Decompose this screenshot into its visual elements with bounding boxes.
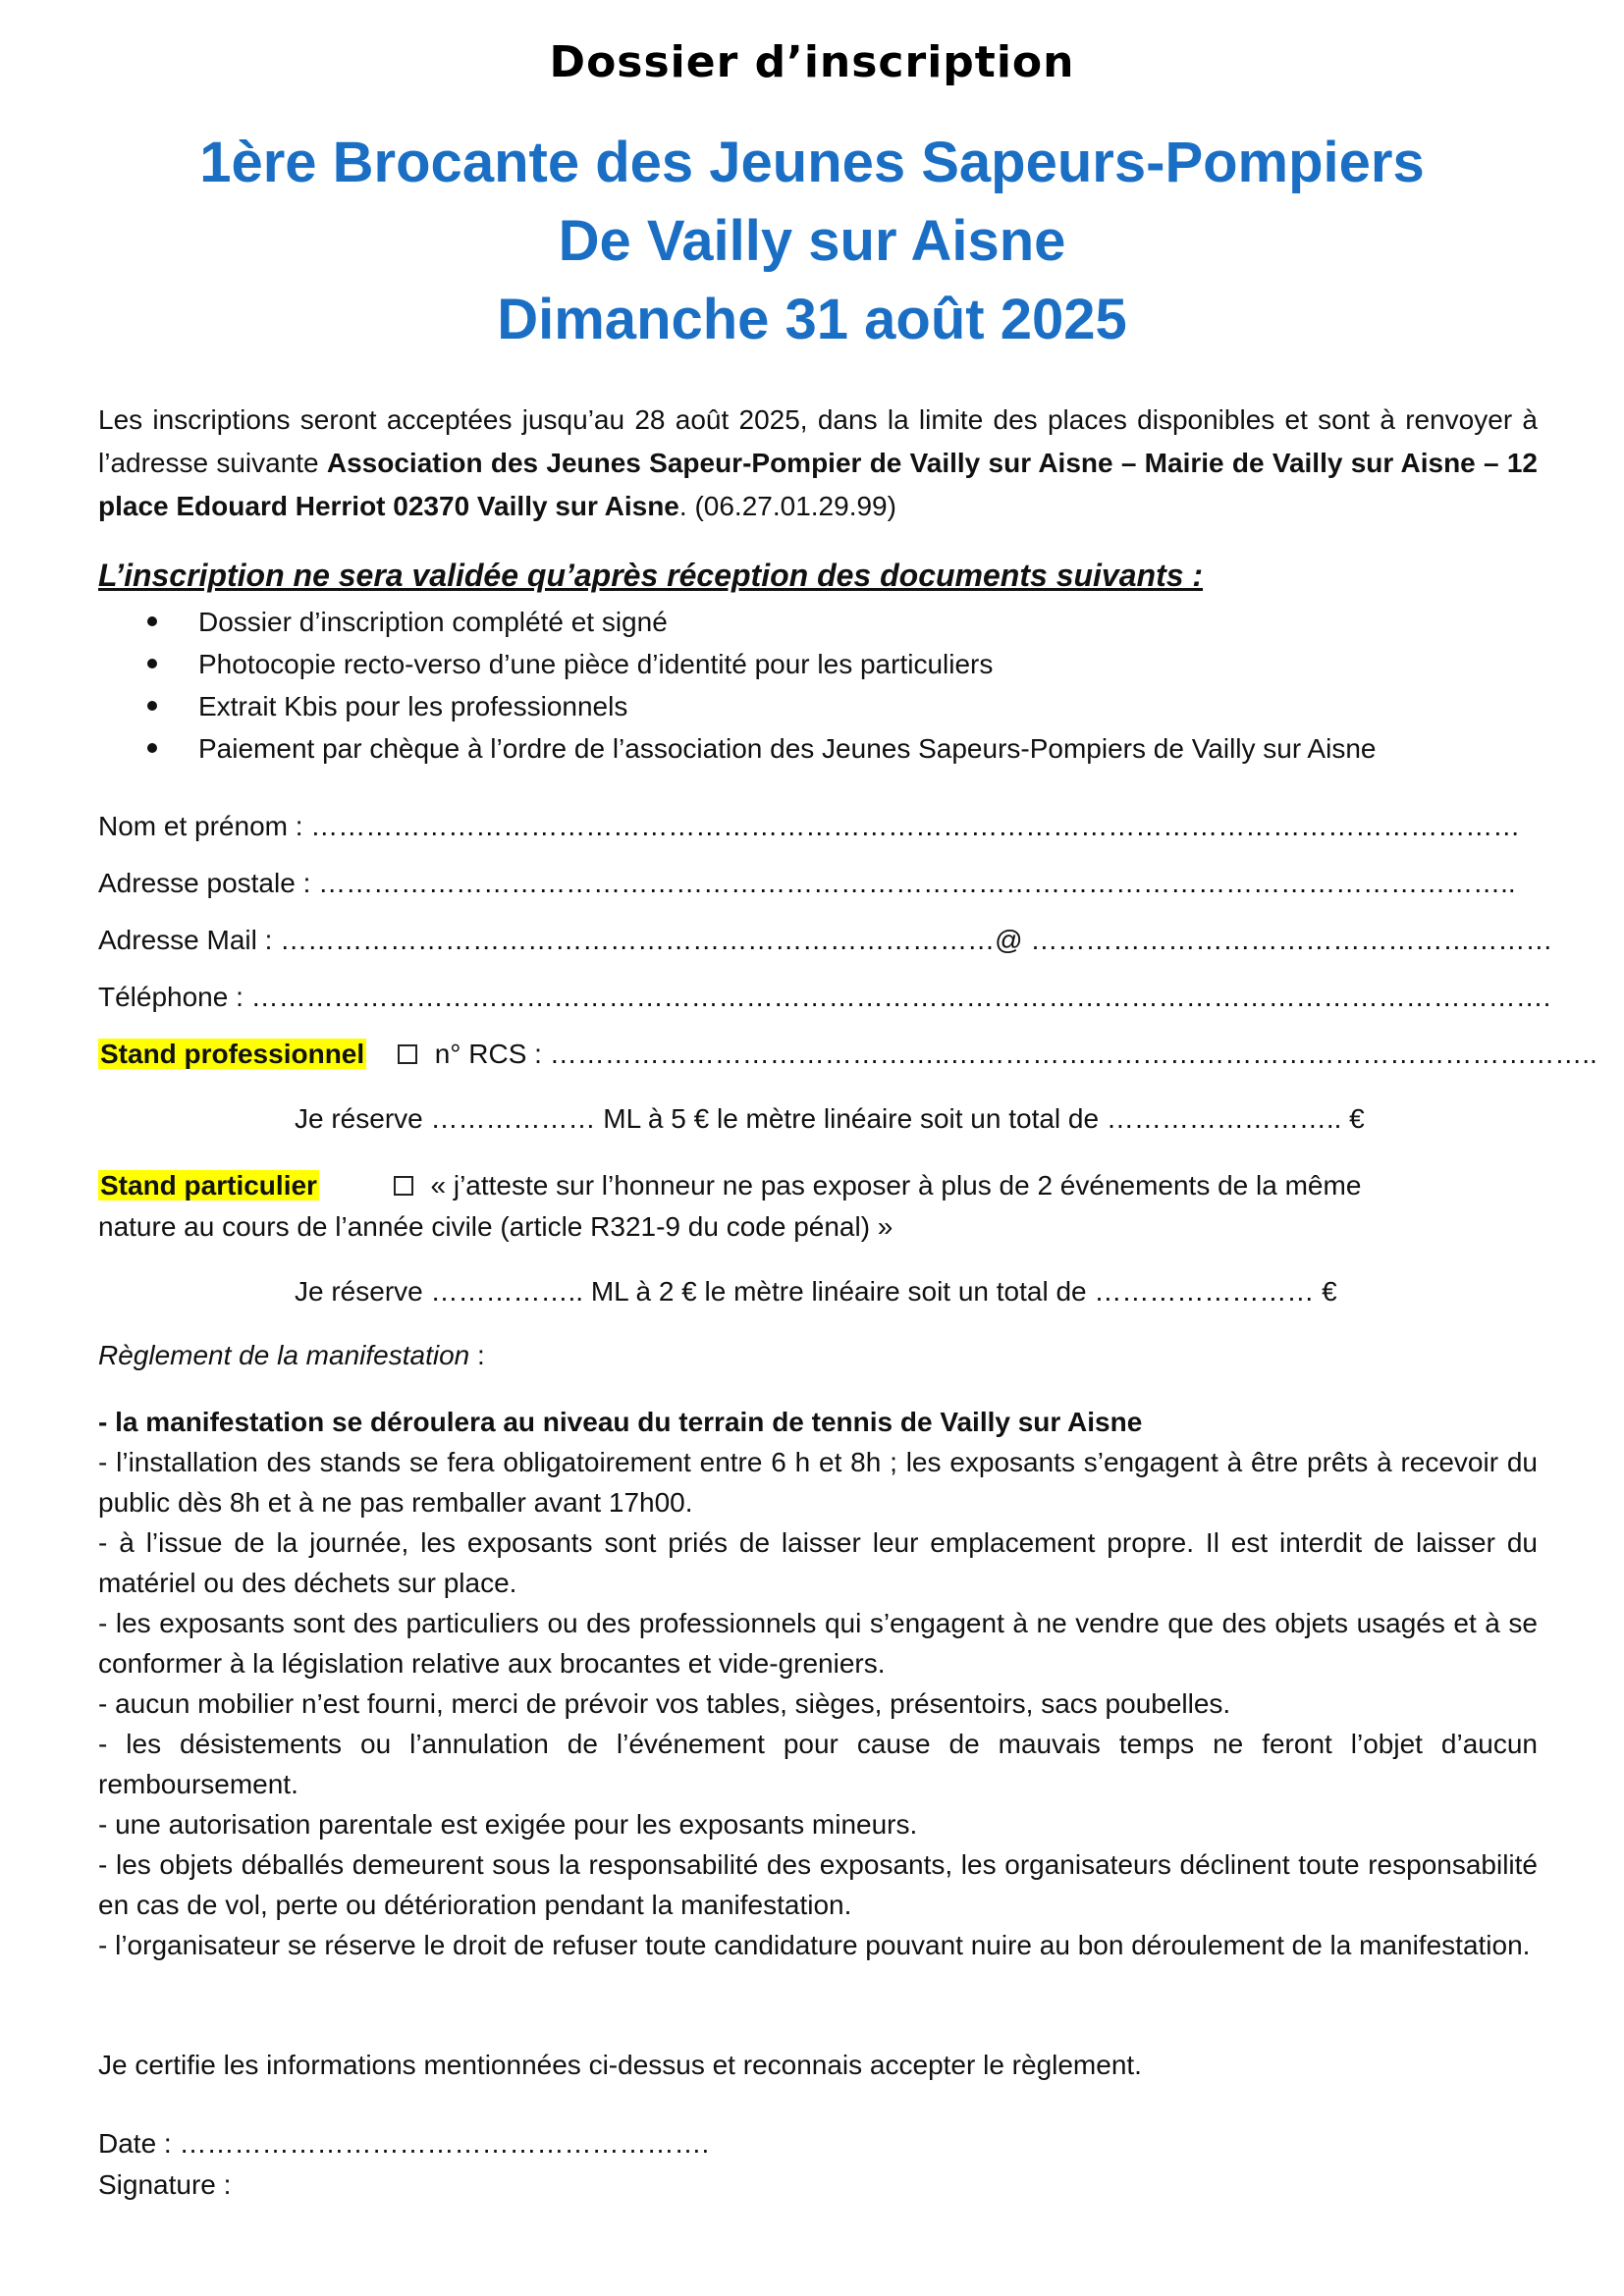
stand-particulier-label: Stand particulier xyxy=(100,1170,317,1201)
reserve-pro-line[interactable]: Je réserve ……………… ML à 5 € le mètre linéaire soit un total de …………………….. € xyxy=(295,1103,1365,1134)
rule-item: - aucun mobilier n’est fourni, merci de prévoir vos tables, sièges, présentoirs, sacs poubelles. xyxy=(98,1688,1231,1719)
bullet-icon xyxy=(147,743,157,753)
rule-item: - une autorisation parentale est exigée pour les exposants mineurs. xyxy=(98,1809,918,1840)
rule-item: - les objets déballés demeurent sous la responsabilité des exposants, les organisateurs déclinent toute responsabilité en cas de vol, perte ou détérioration pendant la manifestation. xyxy=(98,1849,1538,1920)
phone-field[interactable]: Téléphone : ……………………………………………………………………………………………………………………………. xyxy=(98,982,1551,1012)
reserve-particulier-line[interactable]: Je réserve …………….. ML à 2 € le mètre linéaire soit un total de …………………… € xyxy=(295,1276,1337,1307)
stand-professionnel-checkbox[interactable] xyxy=(398,1044,417,1064)
rcs-field[interactable]: n° RCS : ……………………………………..…………………………………………………………….. xyxy=(434,1039,1597,1069)
bullet-icon xyxy=(147,701,157,711)
stand-particulier-checkbox[interactable] xyxy=(394,1176,413,1196)
document-title: Dossier d’inscription xyxy=(549,37,1075,87)
event-title-line-2: De Vailly sur Aisne xyxy=(558,209,1066,273)
rules-list xyxy=(98,1402,1538,1965)
attestation-text: « j’atteste sur l’honneur ne pas exposer à plus de 2 événements de la même xyxy=(430,1170,1362,1201)
rule-item: - l’installation des stands se fera obligatoirement entre 6 h et 8h ; les exposants s’engagent à être prêts à recevoir du public dès 8h et à ne pas remballer avant 17h00. xyxy=(98,1447,1538,1518)
rules-title: Règlement de la manifestation : xyxy=(98,1340,485,1370)
certification-text: Je certifie les informations mentionnées ci-dessus et reconnais accepter le règlement. xyxy=(98,2050,1142,2080)
postal-address-field[interactable]: Adresse postale : ………………………………………………………………………………………………………………….. xyxy=(98,868,1516,898)
list-item: Dossier d’inscription complété et signé xyxy=(147,601,1376,643)
stand-professionnel-label: Stand professionnel xyxy=(100,1039,365,1069)
requirements-heading: L’inscription ne sera validée qu’après réception des documents suivants : xyxy=(98,558,1204,593)
stand-professionnel-row xyxy=(98,1039,1597,1070)
signature-field[interactable]: Signature : xyxy=(98,2169,232,2200)
intro-text-before: Les inscriptions seront acceptées jusqu’au 28 août 2025, dans la limite des places disponibles et sont à renvoyer à l’adresse suivante xyxy=(98,404,1538,478)
rule-item: - à l’issue de la journée, les exposants sont priés de laisser leur emplacement propre. Il est interdit de laisser du matériel ou des déchets sur place. xyxy=(98,1527,1538,1598)
rule-item: - les désistements ou l’annulation de l’événement pour cause de mauvais temps ne feront l’objet d’aucun remboursement. xyxy=(98,1729,1538,1799)
rule-item: - les exposants sont des particuliers ou des professionnels qui s’engagent à ne vendre que des objets usagés et à se conformer à la législation relative aux brocantes et vide-greniers. xyxy=(98,1608,1538,1679)
bullet-icon xyxy=(147,616,157,626)
email-field[interactable]: Adresse Mail : ……………………………………………………………………@ ………………………………………………… xyxy=(98,925,1553,955)
date-field[interactable]: Date : …………………………………………………. xyxy=(98,2128,710,2159)
list-item: Extrait Kbis pour les professionnels xyxy=(147,685,1376,727)
rule-item: - la manifestation se déroulera au niveau du terrain de tennis de Vailly sur Aisne xyxy=(98,1407,1143,1437)
name-field[interactable]: Nom et prénom : …………………………………………………………………………………………………………………… xyxy=(98,811,1521,841)
rule-item: - l’organisateur se réserve le droit de refuser toute candidature pouvant nuire au bon déroulement de la manifestation. xyxy=(98,1930,1531,1960)
event-title-line-3: Dimanche 31 août 2025 xyxy=(497,288,1127,351)
stand-particulier-row xyxy=(98,1170,1361,1201)
event-title-line-1: 1ère Brocante des Jeunes Sapeurs-Pompiers xyxy=(199,131,1425,194)
intro-text-after: . (06.27.01.29.99) xyxy=(678,491,896,521)
intro-paragraph xyxy=(98,399,1538,528)
list-item: Photocopie recto-verso d’une pièce d’identité pour les particuliers xyxy=(147,643,1376,685)
intro-address: Association des Jeunes Sapeur-Pompier de Vailly sur Aisne – Mairie de Vailly sur Aisne – 12 place Edouard Herriot 02370 Vailly sur Aisne xyxy=(98,448,1539,521)
requirements-list xyxy=(147,601,1376,770)
attestation-text-continued: nature au cours de l’année civile (article R321-9 du code pénal) » xyxy=(98,1211,893,1242)
bullet-icon xyxy=(147,659,157,668)
list-item: Paiement par chèque à l’ordre de l’association des Jeunes Sapeurs-Pompiers de Vailly sur Aisne xyxy=(147,727,1376,770)
